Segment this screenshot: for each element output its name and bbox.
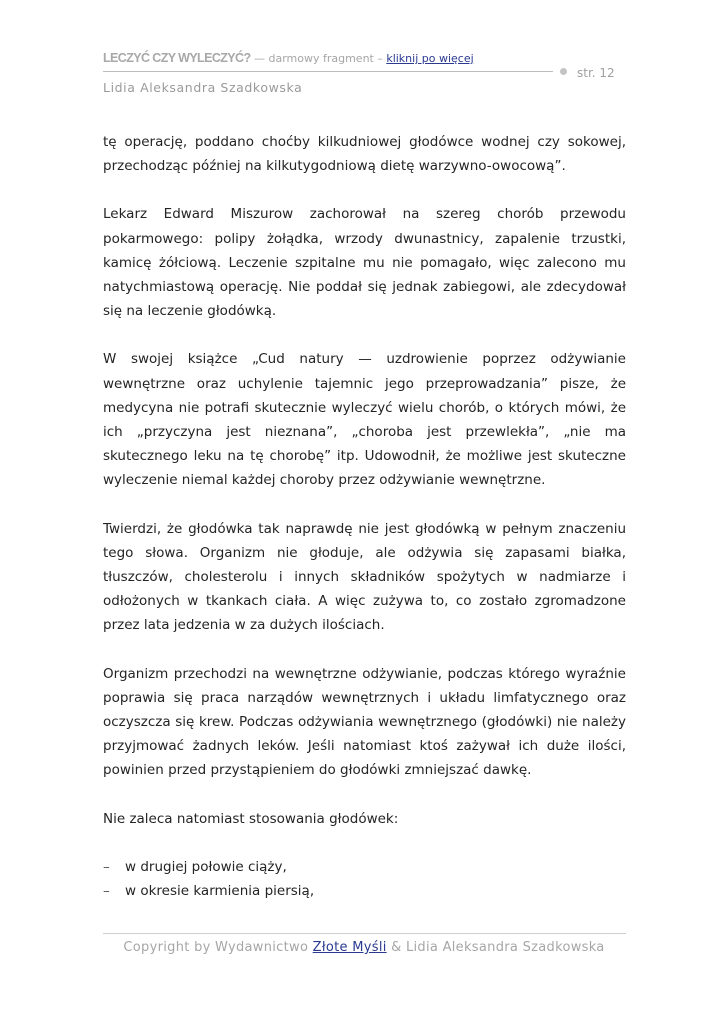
- footer-divider: [103, 933, 626, 934]
- list-item: [103, 879, 626, 903]
- publisher-link[interactable]: Złote Myśli: [312, 940, 387, 955]
- list-item: [103, 855, 626, 879]
- book-title: LECZYĆ CZY WYLECZYĆ?: [103, 51, 251, 65]
- fragment-label: darmowy fragment: [268, 52, 374, 65]
- document-body: [103, 130, 626, 903]
- page-bullet-icon: [560, 68, 567, 75]
- copyright-prefix: Copyright by Wydawnictwo: [123, 940, 309, 955]
- header-title: [103, 51, 474, 65]
- list-dash: –: [103, 858, 110, 875]
- paragraph: W swojej książce „Cud natury — uzdrowienie poprzez odżywianie wewnętrzne oraz uchylenie tajemnic jego przeprowadzania” pisze, że medycyna nie potrafi skutecznie wyleczyć wielu chorób, o których mówi, że ich „przyczyna jest nieznana”, „choroba jest przewlekła”, „nie ma skutecznego leku na tę chorobę” itp. Udowodnił, że możliwe jest skuteczne wyleczenie niemal każdej choroby przez odżywianie wewnętrzne.: [103, 351, 626, 489]
- paragraph: Nie zaleca natomiast stosowania głodówek:: [103, 810, 399, 827]
- paragraph: Organizm przechodzi na wewnętrzne odżywianie, podczas którego wyraźnie poprawia się praca narządów wewnętrznych i układu limfatycznego oraz oczyszcza się krew. Podczas odżywiania wewnętrznego (głodówki) nie należy przyjmować żadnych leków. Jeśli natomiast ktoś zażywał ich duże ilości, powinien przed przystąpieniem do głodówki zmniejszać dawkę.: [103, 665, 626, 779]
- contraindications-list: [103, 855, 626, 903]
- header-separator-2: –: [377, 52, 383, 65]
- list-item-text: w okresie karmienia piersią,: [125, 882, 315, 899]
- more-link[interactable]: kliknij po więcej: [386, 52, 474, 65]
- header-divider: [103, 71, 553, 72]
- author-name: Lidia Aleksandra Szadkowska: [103, 80, 303, 95]
- header-separator: —: [253, 52, 265, 65]
- paragraph: Lekarz Edward Miszurow zachorował na szereg chorób przewodu pokarmowego: polipy żołądka, wrzody dwunastnicy, zapalenie trzustki, kamicę żółciową. Leczenie szpitalne mu nie pomagało, więc zalecono mu natychmiastową operację. Nie poddał się jednak zabiegowi, ale zdecydował się na leczenie głodówką.: [103, 206, 626, 320]
- list-item-text: w drugiej połowie ciąży,: [125, 858, 287, 875]
- copyright-footer: [0, 940, 728, 955]
- copyright-suffix: & Lidia Aleksandra Szadkowska: [391, 940, 605, 955]
- page-number: str. 12: [577, 66, 615, 80]
- list-dash: –: [103, 882, 110, 899]
- paragraph: Twierdzi, że głodówka tak naprawdę nie jest głodówką w pełnym znaczeniu tego słowa. Organizm nie głoduje, ale odżywia się zapasami białka, tłuszczów, cholesterolu i innych składników spożytych w nadmiarze i odłożonych w tkankach ciała. A więc zużywa to, co zostało zgromadzone przez lata jedzenia w za dużych ilościach.: [103, 520, 626, 634]
- paragraph: tę operację, poddano choćby kilkudniowej głodówce wodnej czy sokowej, przechodząc później na kilkutygodniową dietę warzywno-owocową”.: [103, 134, 626, 175]
